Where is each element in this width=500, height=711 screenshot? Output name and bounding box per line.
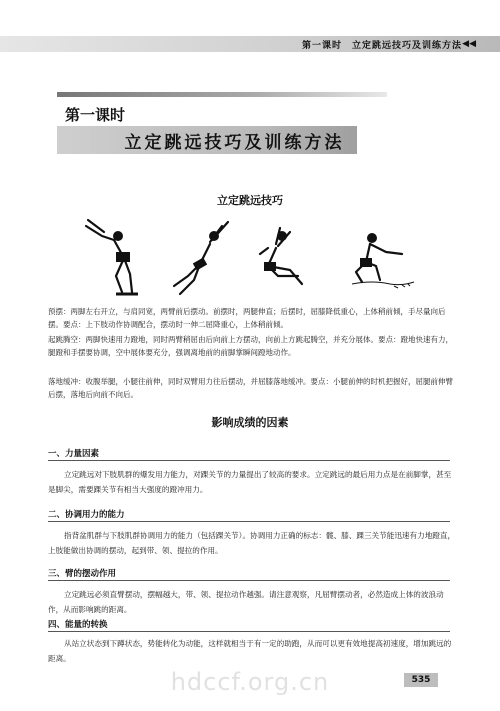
phase-term: 预摆：	[48, 307, 71, 316]
jump-phase-illustrations	[80, 214, 430, 300]
phase-term: 起跳腾空：	[48, 335, 86, 344]
heading-rule	[48, 580, 450, 581]
factor-heading-text: 二、协调用力的能力	[48, 510, 125, 520]
phase-text: 两脚快速用力蹬地，同时两臂稍屈由后向前上方摆动，向前上方跳起腾空，并充分展体。要点：蹬地快速有力，腿蹬和手摆要协调，空中展体要充分，强调离地前的前脚掌瞬间蹬地动作。	[48, 335, 453, 357]
running-title: 第一课时 立定跳远技巧及训练方法	[301, 41, 462, 51]
factors-section-title: 影响成绩的因素	[211, 416, 289, 429]
chapter-top-bar	[57, 92, 387, 97]
factor-heading-text: 一、力量因素	[48, 449, 100, 459]
factor-text-energy: 从站立状态到下蹲状态，势能转化为动能，这样就相当于有一定的助跑，从而可以更有效地提高初速度，增加跳远的距离。	[48, 639, 452, 663]
landing-figure	[342, 214, 422, 300]
factor-heading-strength	[48, 447, 448, 459]
factor-heading-text: 四、能量的转换	[48, 620, 108, 630]
phase-landing	[48, 375, 458, 405]
factor-text-coordination: 指背盆肌群与下肢肌群协调用力的能力（包括踝关节）。协调用力正确的标志：髋、膝、踝三关节能迅速有力地蹬直，上肢能做出协调的摆动，起到带、领、提拉的作用。	[48, 531, 456, 555]
heading-rule	[48, 460, 450, 461]
header-arrow-icon: ◀◀	[462, 39, 476, 49]
phase-term: 落地缓冲：	[48, 377, 86, 386]
page-title: 立定跳远技巧及训练方法	[124, 133, 345, 153]
running-header	[0, 36, 500, 52]
chapter-heading	[57, 92, 397, 162]
phase-takeoff	[48, 333, 458, 375]
techniques-section-title: 立定跳远技巧	[217, 194, 283, 207]
chapter-label: 第一课时	[65, 106, 126, 124]
watermark: hdccf.org.cn	[170, 668, 330, 696]
heading-rule	[48, 521, 450, 522]
phase-text: 两脚左右开立，与肩同宽，两臂前后摆动。前摆时，两腿伸直；后摆时，屈膝降低重心，上体稍前倾，手尽量向后摆。要点：上下肢动作协调配合，摆动时一伸二屈降重心，上体稍前倾。	[48, 307, 446, 329]
phase-preswing	[48, 305, 458, 333]
page-number: 535	[404, 673, 438, 687]
takeoff-figure	[168, 214, 238, 300]
preswing-figure	[80, 214, 150, 300]
factor-text-strength: 立定跳远对下肢肌群的爆发用力能力，对踝关节的力量提出了较高的要求。立定跳远的最后用力点是在前脚掌，甚至是脚尖，需要踝关节有相当大强度的蹬冲用力。	[48, 470, 452, 494]
factor-heading-arm-swing	[48, 567, 448, 579]
flight-figure	[250, 214, 320, 300]
phase-text: 收腹举腿，小腿往前伸，同时双臂用力往后摆动，并屈膝落地缓冲。要点：小腿前伸的时机把握好，屈腿前伸臂后摆，落地后向前不向后。	[48, 377, 453, 399]
factor-heading-energy	[48, 618, 448, 630]
factor-text-arm-swing: 立定跳远必须直臂摆动，摆幅越大，带、领、提拉动作越强。请注意观察，凡屈臂摆动者，必然造成上体的波浪动作，从而影响跳的距离。	[48, 590, 444, 614]
factor-heading-coordination	[48, 508, 448, 520]
factor-heading-text: 三、臂的摆动作用	[48, 569, 117, 579]
heading-rule	[48, 631, 450, 632]
